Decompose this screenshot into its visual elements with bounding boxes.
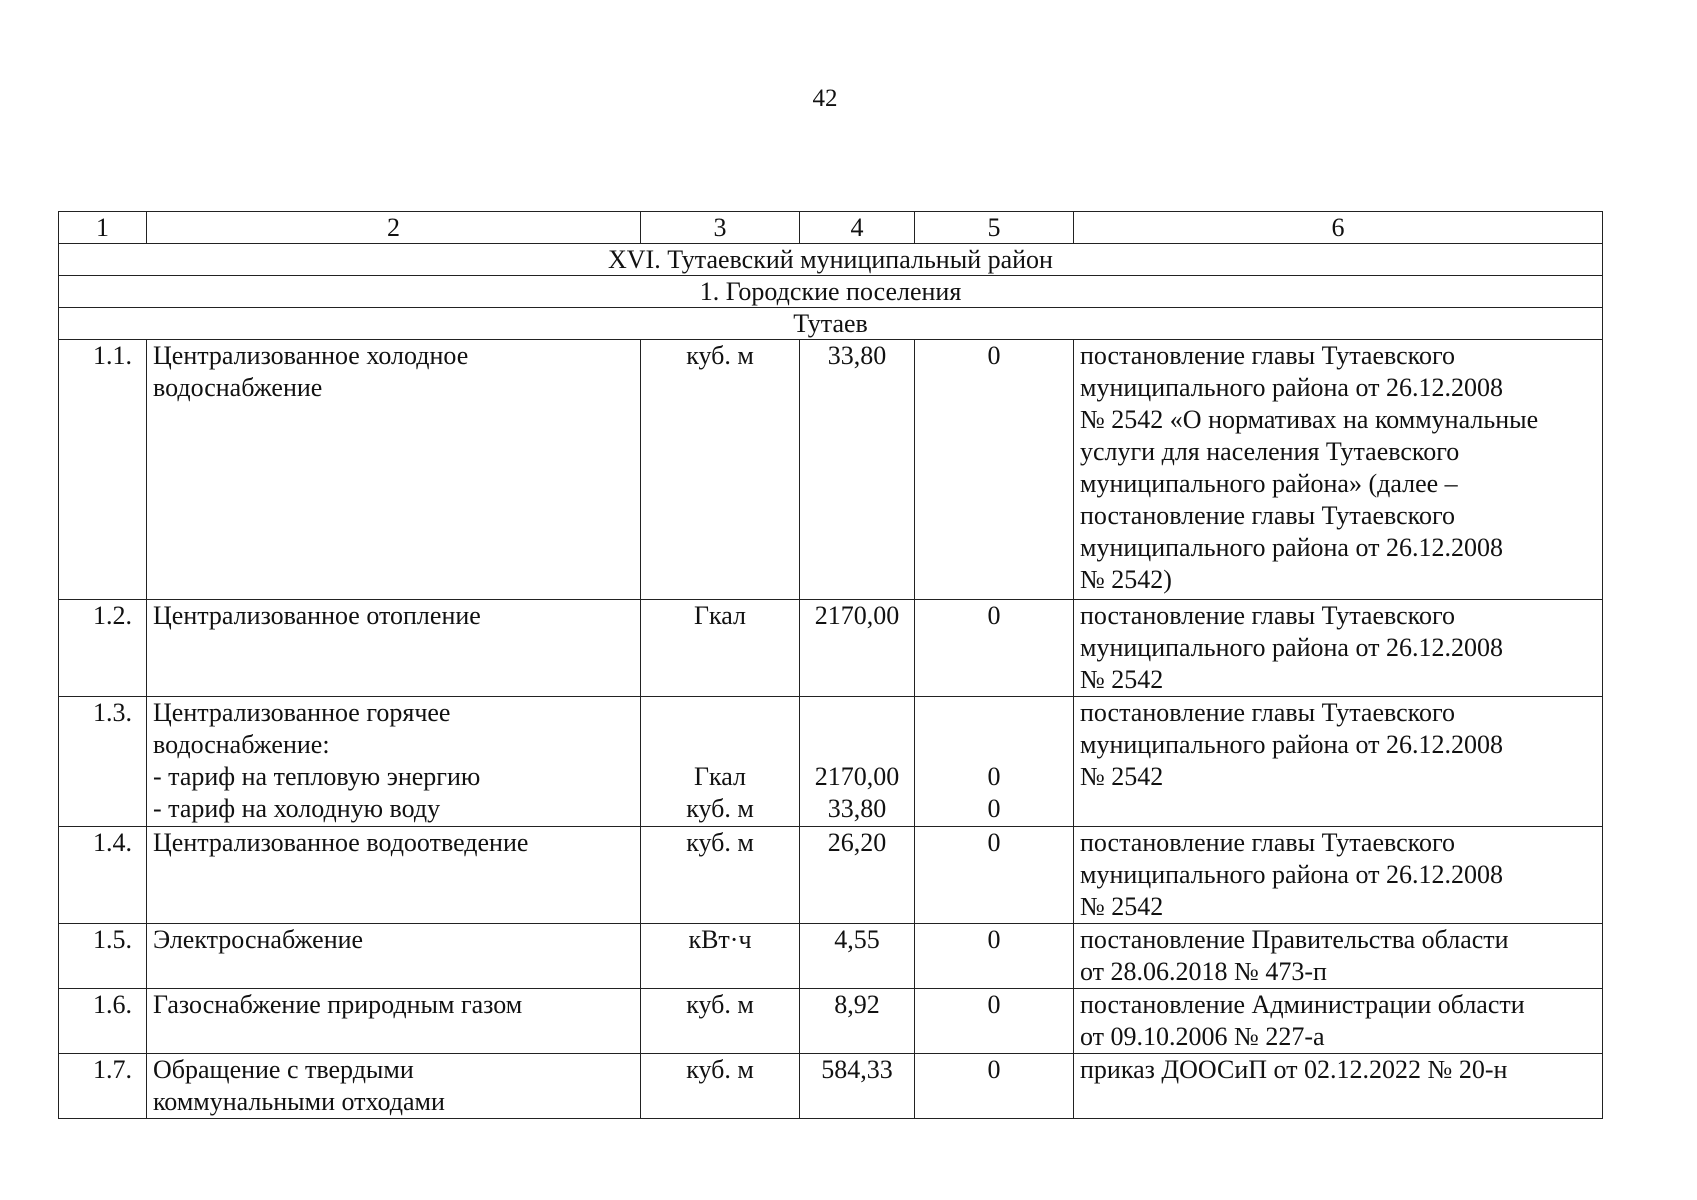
basis-line: № 2542 — [1080, 892, 1164, 921]
unit: куб. м — [641, 1054, 800, 1119]
unit: Гкал — [641, 600, 800, 697]
legal-basis — [1074, 697, 1603, 827]
value: 4,55 — [800, 924, 915, 989]
basis-line: постановление главы Тутаевского — [1080, 828, 1455, 857]
basis-line: от 09.10.2006 № 227-а — [1080, 1022, 1325, 1051]
basis-line: постановление главы Тутаевского — [1080, 341, 1455, 370]
district-title-row — [59, 244, 1603, 276]
sub-col5: 0 — [987, 794, 1001, 823]
table-row — [59, 1054, 1603, 1119]
legal-basis — [1074, 924, 1603, 989]
service-line: Обращение с твердыми — [153, 1055, 414, 1084]
table-row — [59, 340, 1603, 600]
basis-line: муниципального района от 26.12.2008 — [1080, 373, 1503, 402]
value: 8,92 — [800, 989, 915, 1054]
column-header: 4 — [800, 212, 915, 244]
service-line: - тариф на холодную воду — [153, 794, 441, 823]
column-5-value — [915, 697, 1074, 827]
settlement-title: Тутаев — [59, 308, 1603, 340]
row-number: 1.3. — [59, 697, 147, 827]
column-header: 1 — [59, 212, 147, 244]
column-5-value: 0 — [915, 924, 1074, 989]
column-header: 5 — [915, 212, 1074, 244]
row-number: 1.6. — [59, 989, 147, 1054]
settlement-group-title: 1. Городские поселения — [59, 276, 1603, 308]
table-row — [59, 600, 1603, 697]
sub-value: 33,80 — [827, 794, 887, 823]
settlement-group-row — [59, 276, 1603, 308]
service-line: Централизованное холодное — [153, 341, 469, 370]
basis-line: постановление Администрации области — [1080, 990, 1525, 1019]
unit: куб. м — [641, 989, 800, 1054]
district-title: XVI. Тутаевский муниципальный район — [59, 244, 1603, 276]
service-line: Электроснабжение — [153, 925, 364, 954]
basis-line: муниципального района от 26.12.2008 — [1080, 860, 1503, 889]
column-5-value: 0 — [915, 989, 1074, 1054]
tariff-table — [58, 211, 1603, 1119]
basis-line: от 28.06.2018 № 473-п — [1080, 957, 1327, 986]
column-header: 3 — [641, 212, 800, 244]
column-number-row — [59, 212, 1603, 244]
basis-line: муниципального района от 26.12.2008 — [1080, 730, 1503, 759]
value: 2170,00 — [800, 600, 915, 697]
basis-line: приказ ДООСиП от 02.12.2022 № 20-н — [1080, 1055, 1508, 1084]
basis-line: № 2542 — [1080, 762, 1164, 791]
row-number: 1.4. — [59, 827, 147, 924]
column-header: 2 — [147, 212, 641, 244]
value: 26,20 — [800, 827, 915, 924]
column-5-value: 0 — [915, 600, 1074, 697]
sub-unit: Гкал — [693, 762, 746, 791]
table-row — [59, 989, 1603, 1054]
service-line: Газоснабжение природным газом — [153, 990, 523, 1019]
service-name — [147, 697, 641, 827]
basis-line: № 2542 — [1080, 665, 1164, 694]
service-line: Централизованное водоотведение — [153, 828, 529, 857]
service-name — [147, 600, 641, 697]
service-line: водоснабжение — [153, 373, 323, 402]
unit: куб. м — [641, 827, 800, 924]
legal-basis — [1074, 1054, 1603, 1119]
service-name — [147, 989, 641, 1054]
unit — [641, 697, 800, 827]
row-number: 1.7. — [59, 1054, 147, 1119]
basis-line: муниципального района от 26.12.2008 — [1080, 533, 1503, 562]
service-name — [147, 1054, 641, 1119]
settlement-row — [59, 308, 1603, 340]
legal-basis — [1074, 989, 1603, 1054]
service-name — [147, 924, 641, 989]
basis-line: № 2542 «О нормативах на коммунальные — [1080, 405, 1539, 434]
basis-line: муниципального района» (далее – — [1080, 469, 1458, 498]
service-name — [147, 340, 641, 600]
basis-line: постановление главы Тутаевского — [1080, 601, 1455, 630]
basis-line: постановление Правительства области — [1080, 925, 1509, 954]
table-row — [59, 827, 1603, 924]
service-name — [147, 827, 641, 924]
sub-col5: 0 — [987, 762, 1001, 791]
column-5-value: 0 — [915, 1054, 1074, 1119]
basis-line: постановление главы Тутаевского — [1080, 501, 1455, 530]
value — [800, 697, 915, 827]
table-row — [59, 924, 1603, 989]
unit: куб. м — [641, 340, 800, 600]
legal-basis — [1074, 600, 1603, 697]
basis-line: № 2542) — [1080, 565, 1172, 594]
row-number: 1.1. — [59, 340, 147, 600]
column-header: 6 — [1074, 212, 1603, 244]
sub-unit: куб. м — [686, 794, 754, 823]
column-5-value: 0 — [915, 340, 1074, 600]
basis-line: муниципального района от 26.12.2008 — [1080, 633, 1503, 662]
row-number: 1.2. — [59, 600, 147, 697]
sub-value: 2170,00 — [814, 762, 900, 791]
column-5-value: 0 — [915, 827, 1074, 924]
service-line: Централизованное отопление — [153, 601, 481, 630]
service-line: коммунальными отходами — [153, 1087, 445, 1116]
service-line: водоснабжение: — [153, 730, 330, 759]
value: 33,80 — [800, 340, 915, 600]
service-line: Централизованное горячее — [153, 698, 451, 727]
unit: кВт·ч — [641, 924, 800, 989]
value: 584,33 — [800, 1054, 915, 1119]
table-row — [59, 697, 1603, 827]
page-number: 42 — [812, 85, 838, 112]
basis-line: услуги для населения Тутаевского — [1080, 437, 1460, 466]
legal-basis — [1074, 340, 1603, 600]
basis-line: постановление главы Тутаевского — [1080, 698, 1455, 727]
row-number: 1.5. — [59, 924, 147, 989]
service-line: - тариф на тепловую энергию — [153, 762, 481, 791]
legal-basis — [1074, 827, 1603, 924]
